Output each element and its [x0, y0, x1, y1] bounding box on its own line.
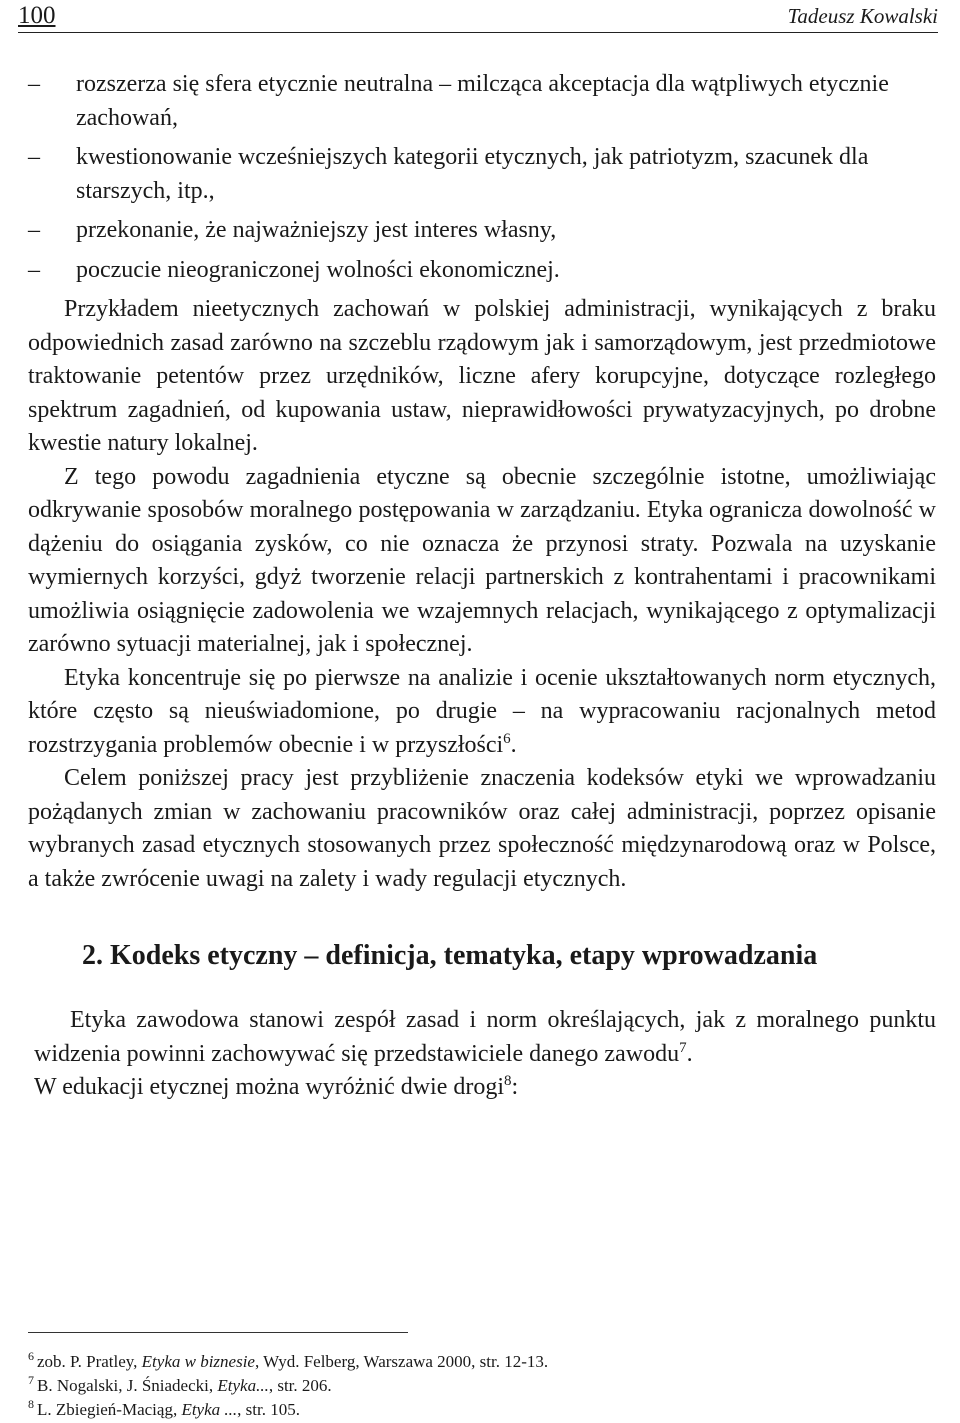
section-heading: 2. Kodeks etyczny – definicja, tematyka, etapy wprowadzania — [82, 940, 818, 971]
list-item-text: kwestionowanie wcześniejszych kategorii etycznych, jak patriotyzm, szacunek dla starszych, itp., — [76, 144, 869, 204]
footnote-text: , str. 105. — [237, 1400, 300, 1419]
footnote-ref-7: 7 — [679, 1039, 687, 1056]
paragraph-end: : — [511, 1074, 519, 1100]
paragraph-ethics-importance: Z tego powodu zagadnienia etyczne są obecnie szczególnie istotne, umożliwiając odkrywanie sposobów moralnego postępowania w zarządzaniu. Etyka ogranicza dowolność w dążeniu do osiągania zysków, co nie oznacza że przynosi straty. Pozwala na uzyskanie wymiernych korzyści, gdyż tworzenie relacji partnerskich z kontrahentami i pracownikami umożliwia osiągnięcie zadowolenia we wzajemnych relacjach, wynikającego z optymalizacji zarówno sytuacji materialnej, jak i społecznej. — [28, 463, 936, 657]
footnote-ref-6: 6 — [503, 730, 511, 747]
footnote-ref-8: 8 — [504, 1073, 512, 1089]
list-item-text: poczucie nieograniczonej wolności ekonomicznej. — [76, 256, 560, 283]
dash-list — [28, 68, 936, 287]
footnote-title: Etyka ... — [181, 1400, 238, 1419]
footnote — [28, 1350, 928, 1374]
section-body — [34, 1004, 936, 1105]
footnotes — [28, 1350, 928, 1422]
footnote-text: , Wyd. Felberg, Warszawa 2000, str. 12-13. — [254, 1352, 549, 1371]
list-item-text: rozszerza się sfera etycznie neutralna – milcząca akceptacja dla wątpliwych etycznie zachowań, — [76, 71, 889, 131]
footnote-title: Etyka... — [217, 1376, 269, 1395]
list-item — [28, 141, 936, 208]
paragraph-end: . — [510, 731, 517, 758]
paragraph-education-paths — [34, 1071, 936, 1105]
list-item — [28, 254, 936, 288]
footnote-title: Etyka w biznesie — [141, 1352, 255, 1371]
list-item-text: przekonanie, że najważniejszy jest interes własny, — [76, 217, 557, 243]
paragraph-text: W edukacji etycznej można wyróżnić dwie drogi — [34, 1074, 505, 1100]
footnote-number: 8 — [28, 1397, 34, 1412]
running-head-author: Tadeusz Kowalski — [787, 4, 938, 28]
footnote-separator — [28, 1332, 408, 1333]
footnote — [28, 1374, 928, 1398]
paragraph-examples: Przykładem nieetycznych zachowań w polskiej administracji, wynikających z braku odpowiednich zasad zarówno na szczeblu rządowym jak i samorządowym, jest przedmiotowe traktowanie petentów przez urzędników, liczne afery korupcyjne, dotyczące rozległego spektrum zagadnień, od kupowania ustaw, nieprawidłowości prywatyzacyjnych, po drobne kwestie natury lokalnej. — [28, 296, 936, 456]
footnote-number: 7 — [28, 1373, 34, 1388]
footnote-number: 6 — [28, 1349, 34, 1364]
footnote-text: B. Nogalski, J. Śniadecki, — [37, 1376, 218, 1395]
footnote-text: , str. 206. — [268, 1376, 332, 1395]
footnote-text: L. Zbiegień-Maciąg, — [37, 1400, 182, 1419]
paragraph-ethics-focus — [28, 662, 936, 763]
footnote-text: zob. P. Pratley, — [37, 1352, 142, 1371]
paragraph-professional-ethics — [34, 1004, 936, 1071]
list-dash: – — [28, 71, 40, 97]
footnote — [28, 1398, 928, 1422]
list-dash: – — [28, 256, 40, 283]
list-dash: – — [28, 217, 40, 243]
list-dash: – — [28, 144, 40, 170]
main-text — [28, 68, 936, 1105]
page-header — [18, 2, 938, 33]
paragraph-text: Etyka koncentruje się po pierwsze na analizie i ocenie ukształtowanych norm etycznych, które często są nieuświadomione, po drugie – na wypracowaniu racjonalnych metod rozstrzygania problemów obecnie i w przyszłości — [28, 664, 936, 758]
list-item — [28, 214, 936, 248]
paragraph-end: . — [686, 1040, 693, 1067]
page-number: 100 — [18, 2, 56, 29]
list-item — [28, 68, 936, 135]
paragraph-text: Etyka zawodowa stanowi zespół zasad i norm określających, jak z moralnego punktu widzenia powinni zachowywać się przedstawiciele danego zawodu — [34, 1007, 936, 1067]
paragraph-aim: Celem poniższej pracy jest przybliżenie znaczenia kodeksów etyki we wprowadzaniu pożądanych zmian w zachowaniu pracowników oraz całej administracji, poprzez opisanie wybranych zasad etycznych stosowanych przez społeczność międzynarodową oraz w Polsce, a także zwrócenie uwagi na zalety i wady regulacji etycznych. — [28, 765, 936, 892]
